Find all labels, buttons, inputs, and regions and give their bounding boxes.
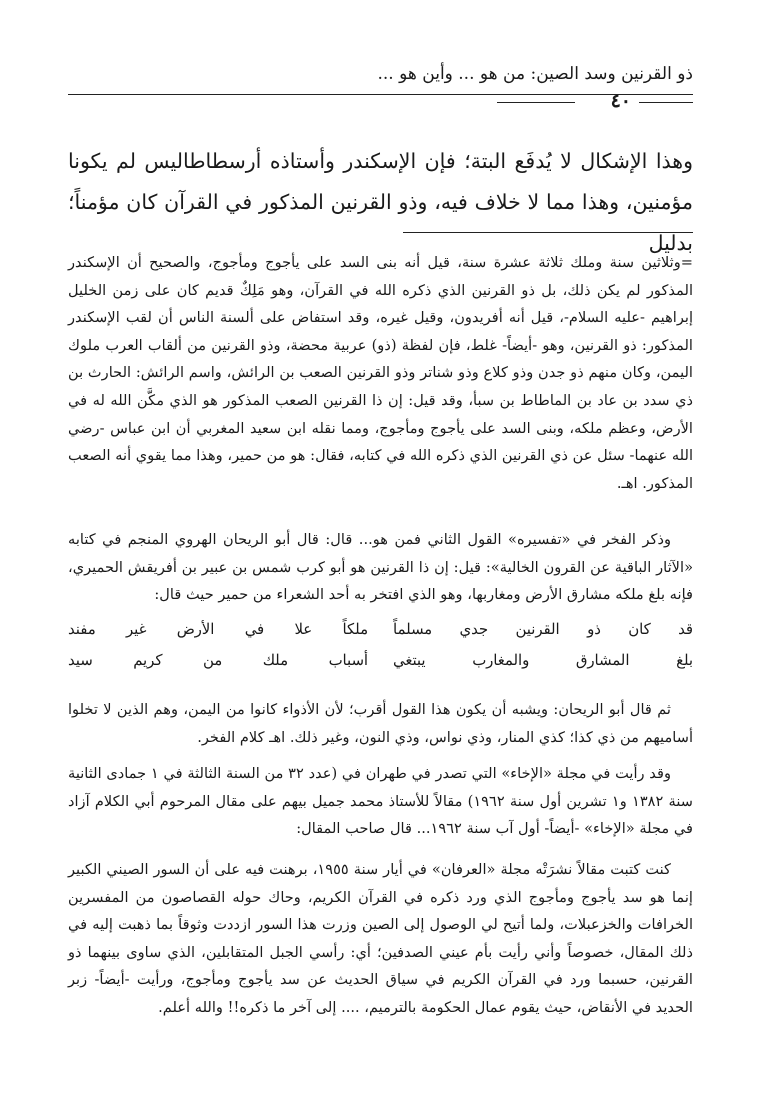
footnote-paragraph-2 — [68, 526, 693, 609]
main-paragraph: وهذا الإشكال لا يُدفَع البتة؛ فإن الإسكندر وأستاذه أرسطاطاليس لم يكونا مؤمنين، وهذا مما لا خلاف فيه، وذو القرنين المذكور في القرآن كان مؤمناً؛ بدليل — [68, 149, 693, 255]
footnote-separator — [403, 232, 693, 233]
running-title: ذو القرنين وسد الصين: من هو ... وأين هو ... — [377, 64, 693, 84]
footnote-paragraph-3 — [68, 696, 693, 751]
folio-row — [68, 92, 693, 116]
verse-line-2 — [68, 652, 693, 680]
footnote-paragraph-1 — [68, 249, 693, 497]
folio-rule-left — [497, 102, 575, 103]
footnote-text-2: وذكر الفخر في «تفسيره» القول الثاني فمن هو... قال: قال أبو الريحان الهروي المنجم في كتابه «الآثار الباقية عن القرون الخالية»: قيل: إن ذا القرنين هو أبو كرب شمس بن عبير بن أفريقش الحميري، فإنه بلغ ملكه مشارق الأرض ومغاربها، وهو الذي افتخر به أحد الشعراء من حمير حيث قال: — [68, 531, 693, 604]
main-text — [68, 141, 693, 264]
page-number: ٤٠ — [610, 90, 631, 112]
verse-2-first-hemistich: بلغ المشارق والمغارب يبتغي — [393, 652, 693, 669]
verse-1-second-hemistich: ملكاً علا في الأرض غير مفند — [68, 621, 368, 638]
footnote-text-1: =وثلاثين سنة وملك ثلاثة عشرة سنة، قيل أنه بنى السد على يأجوج ومأجوج، والصحيح أن الإسكندر المذكور لم يكن ذلك، بل ذو القرنين الذي ذكره الله في القرآن، وهو مَلِكٌ قديم كان على زمن الخليل إبراهيم -عليه السلام-، قيل أنه أفريدون، وقيل غيره، وقد استفاض على ألسنة الناس أن لقب الإسكندر المذكور: ذو القرنين، وهو -أيضاً- غلط، فإن لفظة (ذو) عربية محضة، وذو القرنين من ألقاب العرب ملوك اليمن، وكان منهم ذو جدن وذو كلاع وذو شناتر وذو القرنين الصعب بن الرائش، واسم الرائش: الحارث بن ذي سدد بن عاد بن الماطاط بن سبأ، وقد قيل: إن ذا القرنين الصعب المذكور هو الذي مكَّن الله له في الأرض، وعظم ملكه، وبنى السد على يأجوج ومأجوج، ومما نقله ابن سعيد المغربي أن ابن عباس -رضي الله عنهما- سئل عن ذي القرنين الذي ذكره الله في كتابه، فقال: هو من حمير، وهذا مما يقوي أنه الصعب المذكور. اهـ. — [68, 254, 693, 492]
footnote-paragraph-5 — [68, 856, 693, 1022]
footnote-paragraph-4 — [68, 760, 693, 843]
page-header — [68, 64, 693, 94]
verse-2-second-hemistich: أسباب ملك من كريم سيد — [68, 652, 368, 669]
verse-1-first-hemistich: قد كان ذو القرنين جدي مسلماً — [393, 621, 693, 638]
folio-rule-right — [639, 102, 693, 103]
footnote-text-5: كنت كتبت مقالاً نشرَتْه مجلة «العرفان» في أيار سنة ١٩٥٥، برهنت فيه على أن السور الصيني الكبير إنما هو سد يأجوج ومأجوج الذي ورد ذكره في القرآن الكريم، وحاك حوله القصاصون من المفسرين الخرافات والخزعبلات، ولما أتيح لي الوصول إلى الصين وزرت هذا السور ازددت وثوقاً بما ذهبت إليه في ذلك المقال، خصوصاً وأني رأيت بأم عيني الصدفين؛ أي: رأسي الجبل المتقابلين، الذي ساوى بينهما ذو القرنين، حسبما ورد في القرآن الكريم في سياق الحديث عن سد يأجوج ومأجوج، ورأيت -أيضاً- زبر الحديد في الأنقاض، حيث يقوم عمال الحكومة بالترميم، .... إلى آخر ما ذكره!! والله أعلم. — [68, 861, 693, 1016]
footnote-text-3: ثم قال أبو الريحان: ويشبه أن يكون هذا القول أقرب؛ لأن الأذواء كانوا من اليمن، وهم الذين لا تخلوا أساميهم من ذي كذا؛ كذي المنار، وذي نواس، وذي النون، وغير ذلك. اهـ كلام الفخر. — [68, 701, 693, 746]
footnote-text-4: وقد رأيت في مجلة «الإخاء» التي تصدر في طهران في (عدد ٣٢ من السنة الثالثة في ١ جمادى الثانية سنة ١٣٨٢ و١ تشرين أول سنة ١٩٦٢) مقالاً للأستاذ محمد جميل بيهم على مقال المرحوم أبي الكلام آزاد في مجلة «الإخاء» -أيضاً- أول آب سنة ١٩٦٢... قال صاحب المقال: — [68, 765, 693, 838]
verse-line-1 — [68, 621, 693, 649]
